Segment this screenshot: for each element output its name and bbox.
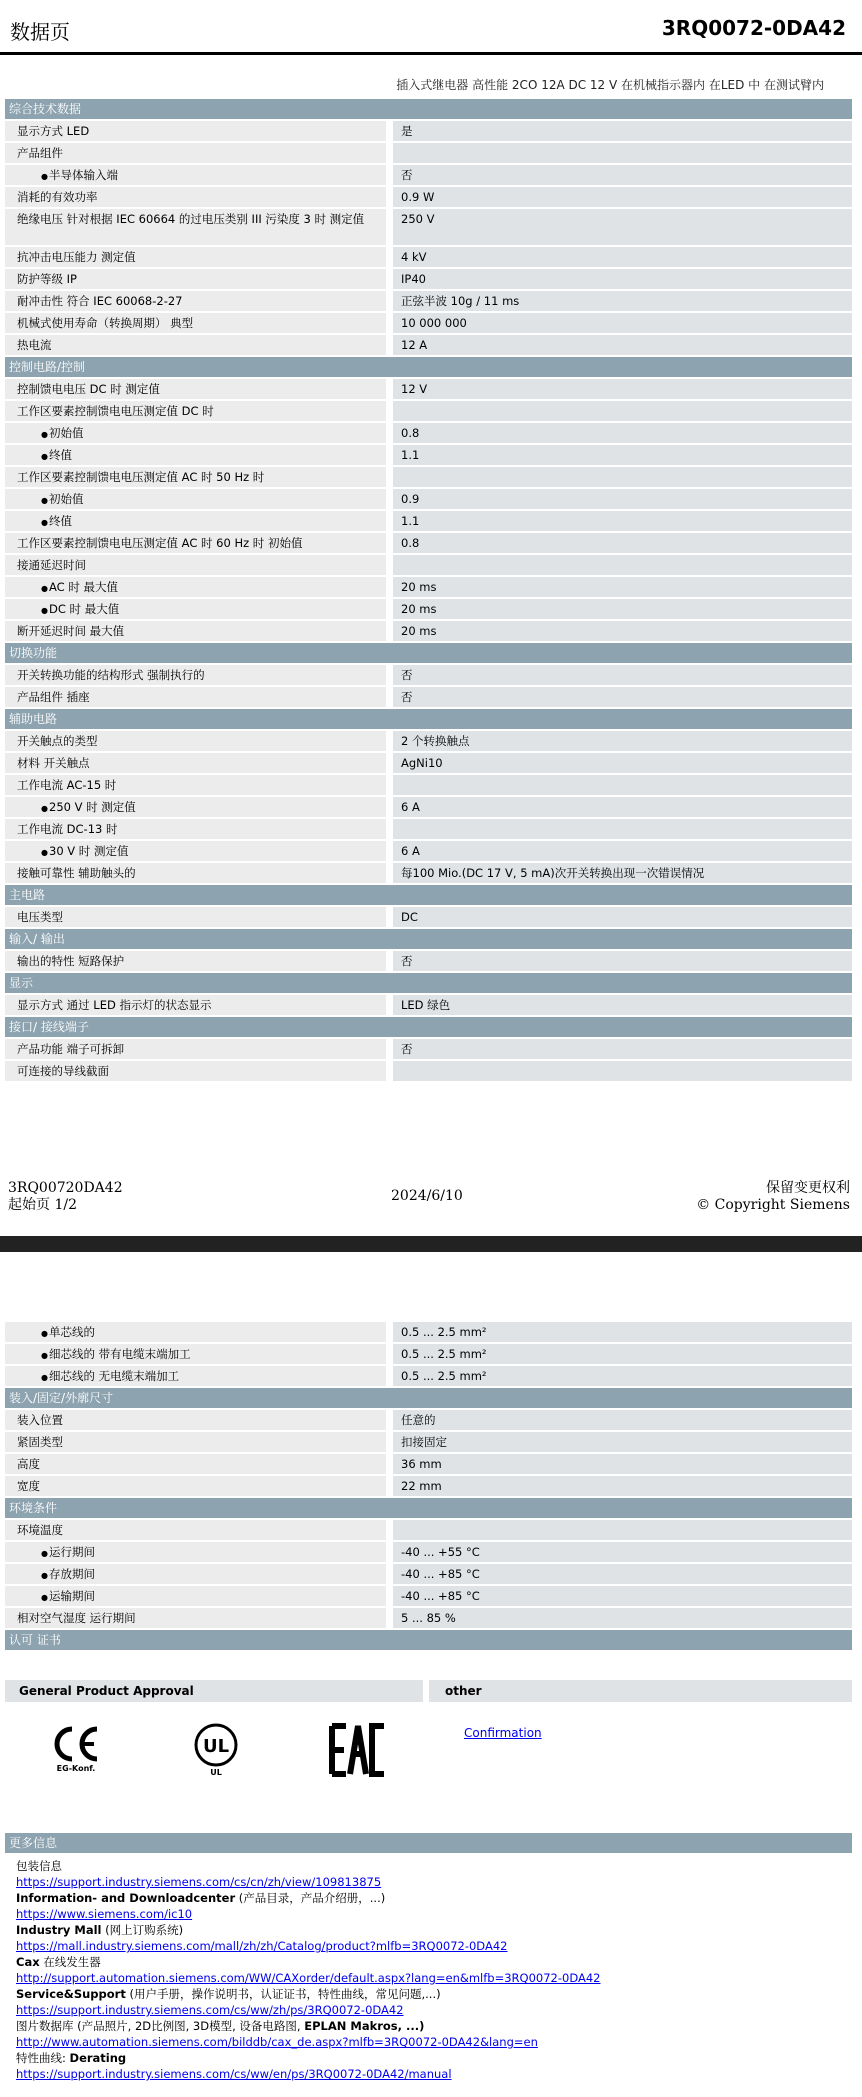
spec-label-text: 运行期间: [49, 1545, 95, 1559]
spec-label-text: 开关触点的类型: [17, 734, 98, 748]
footer-rights: 保留变更权利: [766, 1180, 850, 1196]
section-header: 辅助电路: [5, 709, 852, 731]
spec-value: 20 ms: [393, 599, 852, 619]
spec-row: [5, 467, 852, 489]
spec-row: [5, 313, 852, 335]
spec-label: [5, 489, 386, 509]
spec-label-text: 紧固类型: [17, 1435, 63, 1449]
spec-row: [5, 1608, 852, 1630]
spec-label: [5, 445, 386, 465]
spec-label: [5, 819, 386, 839]
spec-row: [5, 1476, 852, 1498]
spec-row: [5, 1520, 852, 1542]
section-header: 主电路: [5, 885, 852, 907]
more-info-link[interactable]: http://www.automation.siemens.com/bilddb/cax_de.aspx?mlfb=3RQ0072-0DA42&lang=en: [16, 2035, 538, 2049]
spec-label: [5, 1432, 386, 1452]
spec-row: [5, 797, 852, 819]
footer-left: [8, 1180, 123, 1214]
spec-label-text: 产品组件 插座: [17, 690, 90, 704]
more-info-item: [16, 2050, 846, 2082]
spec-row: [5, 533, 852, 555]
spec-label-text: 工作电流 DC-13 时: [17, 822, 118, 836]
spec-value: 否: [393, 1039, 852, 1059]
spec-value: 0.8: [393, 423, 852, 443]
spec-label-text: 显示方式 LED: [17, 124, 90, 138]
spec-value: 是: [393, 121, 852, 141]
spec-label: [5, 1454, 386, 1474]
more-info-item: [16, 1986, 846, 2018]
more-info-bold: Derating: [69, 2051, 127, 2065]
spec-label-text: 材料 开关触点: [17, 756, 90, 770]
spec-label: [5, 907, 386, 927]
spec-label: [5, 731, 386, 751]
spec-label: [5, 1039, 386, 1059]
spec-value: 扣接固定: [393, 1432, 852, 1452]
more-info-title: [16, 1858, 846, 1874]
section-header: 认可 证书: [5, 1630, 852, 1652]
spec-label: [5, 1410, 386, 1430]
spec-value: 1.1: [393, 445, 852, 465]
spec-label: [5, 1344, 386, 1364]
more-info-list: [16, 1858, 846, 2082]
ul-mark-icon: [188, 1722, 244, 1777]
ce-mark-icon: [44, 1724, 108, 1773]
spec-value: IP40: [393, 269, 852, 289]
spec-value: [393, 467, 852, 487]
svg-text:UL: UL: [202, 1736, 230, 1757]
spec-value: 20 ms: [393, 621, 852, 641]
spec-label: [5, 121, 386, 141]
product-description: 插入式继电器 高性能 2CO 12A DC 12 V 在机械指示器内 在LED 中 在测试臂内: [396, 78, 824, 92]
spec-label: [5, 247, 386, 267]
spec-row: [5, 995, 852, 1017]
spec-row: [5, 247, 852, 269]
spec-row: [5, 165, 852, 187]
page-footer: [0, 1180, 862, 1236]
spec-label: [5, 335, 386, 355]
spec-label: [5, 687, 386, 707]
spec-row: [5, 1542, 852, 1564]
spec-label: [5, 951, 386, 971]
spec-value: LED 绿色: [393, 995, 852, 1015]
spec-label-text: 初始值: [49, 426, 84, 440]
spec-label-text: 工作区要素控制馈电电压测定值 DC 时: [17, 404, 214, 418]
section-header: 环境条件: [5, 1498, 852, 1520]
more-info-bold: Industry Mall: [16, 1923, 102, 1937]
spec-label: [5, 797, 386, 817]
spec-label-text: 存放期间: [49, 1567, 95, 1581]
spec-label: [5, 753, 386, 773]
spec-label-text: 半导体输入端: [49, 168, 118, 182]
spec-row: [5, 291, 852, 313]
spec-row: [5, 489, 852, 511]
ce-caption: EG-Konf.: [56, 1764, 96, 1773]
more-info-title: [16, 1890, 846, 1906]
product-code: 3RQ0072-0DA42: [661, 16, 846, 40]
spec-row: [5, 209, 852, 247]
section-header: 控制电路/控制: [5, 357, 852, 379]
spec-label: [5, 291, 386, 311]
spec-row: [5, 121, 852, 143]
spec-table-page-1: [5, 99, 852, 1083]
spec-label: [5, 165, 386, 185]
spec-label-text: 工作电流 AC-15 时: [17, 778, 117, 792]
more-info-link[interactable]: http://support.automation.siemens.com/WW/CAXorder/default.aspx?lang=en&mlfb=3RQ0072-0DA42: [16, 1971, 601, 1985]
spec-value: 否: [393, 687, 852, 707]
spec-label-text: 抗冲击电压能力 测定值: [17, 250, 136, 264]
spec-label-text: 显示方式 通过 LED 指示灯的状态显示: [17, 998, 212, 1012]
spec-label-text: 宽度: [17, 1479, 40, 1493]
spec-label-text: 30 V 时 测定值: [49, 844, 129, 858]
spec-label: [5, 511, 386, 531]
spec-value: 0.9: [393, 489, 852, 509]
more-info-link[interactable]: https://support.industry.siemens.com/cs/ww/zh/ps/3RQ0072-0DA42: [16, 2003, 404, 2017]
footer-order-number: 3RQ00720DA42: [8, 1180, 123, 1196]
spec-label-text: 耐冲击性 符合 IEC 60068-2-27: [17, 294, 183, 308]
spec-label: [5, 1366, 386, 1386]
spec-row: [5, 1410, 852, 1432]
spec-row: [5, 1061, 852, 1083]
datasheet-page-2: [0, 1252, 862, 2097]
spec-value: [393, 1520, 852, 1540]
confirmation-link-wrap: [464, 1722, 542, 1741]
spec-label-text: 终值: [49, 448, 72, 462]
page-title: 数据页: [10, 20, 70, 44]
spec-row: [5, 187, 852, 209]
spec-row: [5, 1432, 852, 1454]
spec-row: [5, 1366, 852, 1388]
spec-row: [5, 1564, 852, 1586]
spec-row: [5, 731, 852, 753]
spec-label-text: 开关转换功能的结构形式 强制执行的: [17, 668, 205, 682]
spec-label-text: 细芯线的 带有电缆末端加工: [49, 1347, 191, 1361]
spec-row: [5, 401, 852, 423]
spec-value: 6 A: [393, 841, 852, 861]
spec-row: [5, 423, 852, 445]
section-header: 接口/ 接线端子: [5, 1017, 852, 1039]
more-info-label: 包装信息: [16, 1859, 62, 1873]
spec-row: [5, 775, 852, 797]
spec-label: [5, 841, 386, 861]
footer-right: [696, 1180, 850, 1214]
spec-label-text: 接触可靠性 辅助触头的: [17, 866, 136, 880]
spec-value: [393, 819, 852, 839]
spec-label: [5, 401, 386, 421]
more-info-title: [16, 1986, 846, 2002]
spec-label: [5, 775, 386, 795]
spec-label-text: 输出的特性 短路保护: [17, 954, 125, 968]
more-info-title: [16, 2018, 846, 2034]
spec-label-text: 可连接的导线截面: [17, 1064, 109, 1078]
spec-value: 0.5 ... 2.5 mm²: [393, 1344, 852, 1364]
spec-value: 20 ms: [393, 577, 852, 597]
section-header: 输入/ 输出: [5, 929, 852, 951]
spec-row: [5, 687, 852, 709]
footer-page-number: 起始页 1/2: [8, 1197, 77, 1213]
spec-value: 0.9 W: [393, 187, 852, 207]
footer-date: 2024/6/10: [391, 1188, 463, 1204]
more-info-item: [16, 2018, 846, 2050]
spec-label-text: 单芯线的: [49, 1325, 95, 1339]
spec-label-text: 工作区要素控制馈电电压测定值 AC 时 60 Hz 时 初始值: [17, 536, 303, 550]
spec-label: [5, 143, 386, 163]
section-more-info: 更多信息: [5, 1833, 852, 1855]
spec-label: [5, 1476, 386, 1496]
spec-value: 1.1: [393, 511, 852, 531]
spec-row: [5, 599, 852, 621]
section-header: 切换功能: [5, 643, 852, 665]
spec-label-text: 运输期间: [49, 1589, 95, 1603]
spec-row: [5, 445, 852, 467]
more-info-label: 图片数据库 (产品照片, 2D比例图, 3D模型, 设备电路图,: [16, 2019, 305, 2033]
spec-label: [5, 665, 386, 685]
more-info-link[interactable]: https://support.industry.siemens.com/cs/ww/en/ps/3RQ0072-0DA42/manual: [16, 2067, 452, 2081]
spec-row: [5, 665, 852, 687]
spec-label: [5, 269, 386, 289]
spec-value: 10 000 000: [393, 313, 852, 333]
spec-label: [5, 187, 386, 207]
more-info-item: [16, 1858, 846, 1890]
spec-value: 2 个转换触点: [393, 731, 852, 751]
more-info-bold: Service&Support: [16, 1987, 126, 2001]
more-info-item: [16, 1890, 846, 1922]
spec-row: [5, 1039, 852, 1061]
spec-value: 6 A: [393, 797, 852, 817]
spec-value: 12 V: [393, 379, 852, 399]
more-info-rest: (用户手册，操作说明书，认证证书，特性曲线，常见问题,...): [125, 1987, 441, 2001]
spec-label-text: 消耗的有效功率: [17, 190, 98, 204]
section-header: 装入/固定/外廓尺寸: [5, 1388, 852, 1410]
spec-label: [5, 1564, 386, 1584]
spec-row: [5, 863, 852, 885]
section-header: 显示: [5, 973, 852, 995]
spec-label: [5, 863, 386, 883]
more-info-bold: Cax: [16, 1955, 40, 1969]
spec-row: [5, 951, 852, 973]
spec-value: 0.5 ... 2.5 mm²: [393, 1366, 852, 1386]
spec-row: [5, 555, 852, 577]
more-info-bold: EPLAN Makros, ...): [304, 2019, 425, 2033]
spec-label-text: 装入位置: [17, 1413, 63, 1427]
spec-label-text: 相对空气湿度 运行期间: [17, 1611, 136, 1625]
spec-value: 0.8: [393, 533, 852, 553]
spec-label-text: 控制馈电电压 DC 时 测定值: [17, 382, 160, 396]
spec-value: -40 ... +85 °C: [393, 1586, 852, 1606]
spec-row: [5, 1586, 852, 1608]
spec-label: [5, 1586, 386, 1606]
spec-label: [5, 599, 386, 619]
spec-row: [5, 1454, 852, 1476]
spec-value: 正弦半波 10g / 11 ms: [393, 291, 852, 311]
spec-value: DC: [393, 907, 852, 927]
spec-label: [5, 1608, 386, 1628]
spec-value: [393, 775, 852, 795]
spec-label-text: 产品组件: [17, 146, 63, 160]
spec-value: [393, 143, 852, 163]
spec-label-text: 250 V 时 测定值: [49, 800, 136, 814]
spec-value: 任意的: [393, 1410, 852, 1430]
spec-label: [5, 467, 386, 487]
spec-value: [393, 401, 852, 421]
spec-label: [5, 1542, 386, 1562]
spec-value: 12 A: [393, 335, 852, 355]
spec-label: [5, 313, 386, 333]
spec-label: [5, 621, 386, 641]
spec-label-text: 断开延迟时间 最大值: [17, 624, 125, 638]
spec-value: 否: [393, 665, 852, 685]
spec-label-text: 电压类型: [17, 910, 63, 924]
spec-row: [5, 621, 852, 643]
spec-label: [5, 1322, 386, 1342]
spec-label-text: 环境温度: [17, 1523, 63, 1537]
spec-label-text: 接通延迟时间: [17, 558, 86, 572]
spec-value: 22 mm: [393, 1476, 852, 1496]
spec-value: 36 mm: [393, 1454, 852, 1474]
more-info-link[interactable]: https://mall.industry.siemens.com/mall/zh/zh/Catalog/product?mlfb=3RQ0072-0DA42: [16, 1939, 508, 1953]
more-info-bold: Information- and Downloadcenter: [16, 1891, 236, 1905]
more-info-link[interactable]: https://support.industry.siemens.com/cs/cn/zh/view/109813875: [16, 1875, 382, 1889]
ul-caption: UL: [210, 1768, 222, 1777]
spec-row: [5, 1322, 852, 1344]
spec-value: 250 V: [393, 209, 852, 245]
spec-value: [393, 1061, 852, 1081]
eac-mark-icon: [326, 1722, 390, 1778]
spec-row: [5, 1344, 852, 1366]
spec-value: -40 ... +85 °C: [393, 1564, 852, 1584]
spec-label: [5, 995, 386, 1015]
more-info-title: [16, 1954, 846, 1970]
spec-label-text: 工作区要素控制馈电电压测定值 AC 时 50 Hz 时: [17, 470, 265, 484]
spec-label-text: 热电流: [17, 338, 52, 352]
spec-row: [5, 841, 852, 863]
more-info-item: [16, 1922, 846, 1954]
page-separator: [0, 1236, 862, 1252]
spec-value: 4 kV: [393, 247, 852, 267]
more-info-rest: (产品目录，产品介绍册，...): [235, 1891, 386, 1905]
spec-row: [5, 511, 852, 533]
spec-label: [5, 1061, 386, 1081]
spec-value: -40 ... +55 °C: [393, 1542, 852, 1562]
section-header: 综合技术数据: [5, 99, 852, 121]
approval-table-header: [5, 1680, 852, 1702]
spec-label-text: 初始值: [49, 492, 84, 506]
more-info-rest: 在线发生器: [39, 1955, 101, 1969]
spec-label-text: 机械式使用寿命（转换周期） 典型: [17, 316, 194, 330]
more-info-label: 特性曲线:: [16, 2051, 70, 2065]
more-info-title: [16, 2050, 846, 2066]
spec-label-text: 绝缘电压 针对根据 IEC 60664 的过电压类别 III 污染度 3 时 测定值: [17, 212, 365, 226]
spec-label: [5, 533, 386, 553]
confirmation-link[interactable]: Confirmation: [464, 1726, 542, 1740]
spec-value: 每100 Mio.(DC 17 V, 5 mA)次开关转换出现一次错误情况: [393, 863, 852, 883]
spec-label-text: 细芯线的 无电缆末端加工: [49, 1369, 180, 1383]
spec-label: [5, 423, 386, 443]
spec-value: [393, 555, 852, 575]
spec-row: [5, 907, 852, 929]
more-info-item: [16, 1954, 846, 1986]
approval-col-general: General Product Approval: [5, 1680, 423, 1702]
spec-label: [5, 577, 386, 597]
spec-label-text: 高度: [17, 1457, 40, 1471]
spec-label-text: 终值: [49, 514, 72, 528]
spec-row: [5, 379, 852, 401]
spec-label-text: 防护等级 IP: [17, 272, 77, 286]
footer-copyright: © Copyright Siemens: [696, 1197, 850, 1213]
spec-label-text: AC 时 最大值: [49, 580, 119, 594]
spec-row: [5, 577, 852, 599]
spec-label: [5, 379, 386, 399]
spec-value: 否: [393, 951, 852, 971]
spec-label: [5, 555, 386, 575]
approval-col-other: other: [429, 1680, 852, 1702]
page-header: [0, 0, 862, 55]
spec-row: [5, 269, 852, 291]
more-info-rest: (网上订购系统): [101, 1923, 184, 1937]
spec-label-text: DC 时 最大值: [49, 602, 120, 616]
spec-value: 否: [393, 165, 852, 185]
spec-label-text: 产品功能 端子可拆卸: [17, 1042, 125, 1056]
spec-row: [5, 335, 852, 357]
more-info-link[interactable]: https://www.siemens.com/ic10: [16, 1907, 193, 1921]
spec-row: [5, 143, 852, 165]
spec-row: [5, 753, 852, 775]
spec-row: [5, 819, 852, 841]
spec-label: [5, 209, 386, 245]
more-info-title: [16, 1922, 846, 1938]
spec-value: 0.5 ... 2.5 mm²: [393, 1322, 852, 1342]
spec-value: 5 ... 85 %: [393, 1608, 852, 1628]
spec-value: AgNi10: [393, 753, 852, 773]
spec-label: [5, 1520, 386, 1540]
spec-table-page-2: [5, 1322, 852, 1652]
